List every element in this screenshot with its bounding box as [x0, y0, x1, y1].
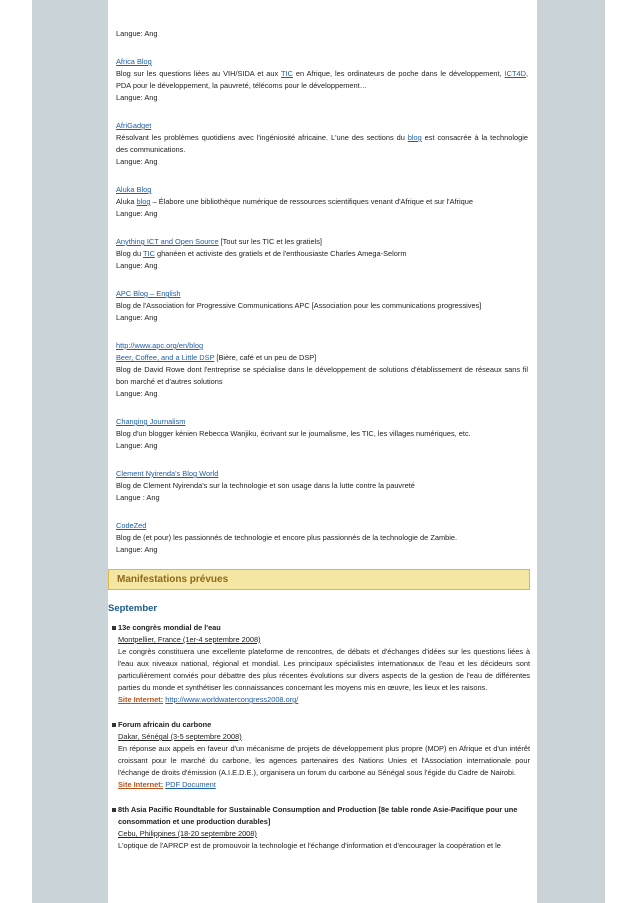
- blog-language: Langue: Ang: [116, 545, 158, 554]
- event-website: [118, 694, 530, 706]
- blog-description: [116, 428, 528, 440]
- description-text: est consacrée à la technologie des communications.: [116, 133, 528, 154]
- inline-link[interactable]: ICT4D: [504, 69, 526, 78]
- description-text: Blog d'un blogger kénien Rebecca Wanjiku, écrivant sur le journalisme, les TIC, les villages numériques, etc.: [116, 429, 471, 438]
- section-title: Manifestations prévues: [117, 574, 229, 585]
- inline-link[interactable]: blog: [136, 197, 151, 206]
- blog-title-line: [116, 184, 528, 196]
- event-item: [108, 719, 530, 791]
- event-location-date: Dakar, Sénégal (3-5 septembre 2008): [118, 732, 242, 741]
- blog-language: Langue: Ang: [116, 313, 158, 322]
- blog-language: Langue: Ang: [116, 157, 158, 166]
- bullet-icon: [112, 808, 116, 812]
- blog-description: [116, 532, 528, 544]
- inline-link[interactable]: blog: [407, 133, 422, 142]
- event-description: Le congrès constituera une excellente plateforme de rencontres, de débats et d'échanges d'idées sur les questions liées à l'eau aux niveaux national, régional et mondial. Les principaux spécialistes internationaux de l'eau et les décideurs sont particulièrement conviés pour débattre des plus récentes évolutions sur divers aspects de la gestion de l'eau de différentes parties du monde et synthétiser les connaissances concernant les moyens mis en œuvre, les lieux et les raisons.: [118, 647, 530, 692]
- website-link[interactable]: http://www.worldwatercongress2008.org/: [165, 695, 299, 704]
- inline-link[interactable]: TIC: [281, 69, 293, 78]
- blog-title-link[interactable]: Africa Blog: [116, 57, 152, 66]
- description-text: ghanéen et activiste des gratiels et de l'enthousiaste Charles Amega-Selorm: [154, 249, 407, 258]
- event-location-date: Montpellier, France (1er-4 septembre 2008): [118, 635, 261, 644]
- blog-description: [116, 68, 528, 92]
- blog-entry: [116, 520, 528, 556]
- description-text: Blog de (et pour) les passionnés de technologie et encore plus passionnés de la technologie de Zambie.: [116, 533, 458, 542]
- description-text: Blog de l'Association for Progressive Communications APC [Association pour les communications progressives]: [116, 301, 482, 310]
- blog-language: Langue: Ang: [116, 441, 158, 450]
- bullet-icon: [112, 723, 116, 727]
- event-item: [108, 622, 530, 706]
- website-link[interactable]: PDF Document: [165, 780, 216, 789]
- description-text: Blog de David Rowe dont l'entreprise se spécialise dans le développement de solutions d'établissement de réseaux sans fil bon marché et d'autres solutions: [116, 365, 528, 386]
- blog-entry: [116, 340, 528, 400]
- website-label: Site Internet:: [118, 780, 164, 789]
- blog-title-translation: [Bière, café et un peu de DSP]: [214, 353, 317, 362]
- blog-url-link[interactable]: http://www.apc.org/en/blog: [116, 341, 204, 350]
- blog-language: Langue: Ang: [116, 93, 158, 102]
- event-website: [118, 779, 530, 791]
- event-location-date: Cebu, Philippines (18-20 septembre 2008): [118, 829, 257, 838]
- blog-title-line: [116, 416, 528, 428]
- blog-title-link[interactable]: CodeZed: [116, 521, 147, 530]
- blog-description: [116, 364, 528, 388]
- description-text: , PDA pour le développement, la pauvreté, télécoms pour le développement…: [116, 69, 528, 90]
- blog-entry: [116, 416, 528, 452]
- blog-entry: [116, 236, 528, 272]
- blog-title-line: [116, 236, 528, 248]
- blog-title-link[interactable]: Clement Nyirenda's Blog World: [116, 469, 219, 478]
- event-list: [108, 622, 530, 865]
- blog-language: Langue : Ang: [116, 493, 160, 502]
- bullet-icon: [112, 626, 116, 630]
- event-description: L'optique de l'APRCP est de promouvoir la technologie et l'échange d'information et d'encourager la coopération et le: [118, 841, 501, 850]
- inline-link[interactable]: TIC: [143, 249, 155, 258]
- blog-language: Langue: Ang: [116, 389, 158, 398]
- blog-description: [116, 196, 528, 208]
- event-item: [108, 804, 530, 852]
- blog-title-line: [116, 468, 528, 480]
- blog-title-link[interactable]: Anything ICT and Open Source: [116, 237, 219, 246]
- blog-description: [116, 300, 528, 312]
- event-description: En réponse aux appels en faveur d'un mécanisme de projets de développement plus propre (MDP) en Afrique et d'un intérêt croissant pour le marché du carbone, les agences partenaires des Nations Unies et l'Association internationale pour l'échange de droits d'émission (A.I.E.D.E.), organisera un forum du carbone au Sénégal sous l'égide du Cadre de Nairobi.: [118, 744, 530, 777]
- blog-entry: [116, 184, 528, 220]
- event-title: 8th Asia Pacific Roundtable for Sustainable Consumption and Production [8e table ronde Asie-Pacifique pour une consommation et une production durables]: [118, 805, 518, 826]
- website-label: Site Internet:: [118, 695, 164, 704]
- page-margin-right: [537, 0, 605, 903]
- section-header: [108, 569, 530, 590]
- blog-entry: [116, 120, 528, 168]
- page-margin-left: [32, 0, 108, 903]
- blog-title-link[interactable]: Beer, Coffee, and a Little DSP: [116, 353, 215, 362]
- blog-title-link[interactable]: AfriGadget: [116, 121, 152, 130]
- blog-title-link[interactable]: Changing Journalism: [116, 417, 186, 426]
- description-text: Blog du: [116, 249, 143, 258]
- blog-description: [116, 248, 528, 260]
- description-text: Blog sur les questions liées au VIH/SIDA et aux: [116, 69, 282, 78]
- blog-list: [116, 0, 528, 556]
- blog-description: [116, 132, 528, 156]
- blog-title-translation: [Tout sur les TIC et les gratiels]: [218, 237, 322, 246]
- description-text: – Élabore une bibliothèque numérique de ressources scientifiques venant d'Afrique et sur l'Afrique: [150, 197, 473, 206]
- blog-language: Langue: Ang: [116, 29, 158, 38]
- blog-entry: [116, 468, 528, 504]
- month-heading: September: [108, 603, 158, 614]
- description-text: en Afrique, les ordinateurs de poche dans le développement,: [292, 69, 505, 78]
- event-title: 13e congrès mondial de l'eau: [118, 623, 221, 632]
- blog-title-line: [116, 352, 528, 364]
- description-text: Aluka: [116, 197, 137, 206]
- description-text: Blog de Clement Nyirenda's sur la technologie et son usage dans la lutte contre la pauvreté: [116, 481, 415, 490]
- blog-title-link[interactable]: APC Blog – English: [116, 289, 181, 298]
- blog-title-line: [116, 56, 528, 68]
- blog-description: [116, 480, 528, 492]
- blog-title-line: [116, 120, 528, 132]
- blog-title-link[interactable]: Aluka Blog: [116, 185, 152, 194]
- description-text: Résolvant les problèmes quotidiens avec l'ingéniosité africaine. L'une des sections du: [116, 133, 408, 142]
- event-title: Forum africain du carbone: [118, 720, 212, 729]
- blog-entry: [116, 288, 528, 324]
- blog-title-line: [116, 288, 528, 300]
- blog-language: Langue: Ang: [116, 209, 158, 218]
- blog-entry: [116, 56, 528, 104]
- blog-language: Langue: Ang: [116, 261, 158, 270]
- blog-title-line: [116, 520, 528, 532]
